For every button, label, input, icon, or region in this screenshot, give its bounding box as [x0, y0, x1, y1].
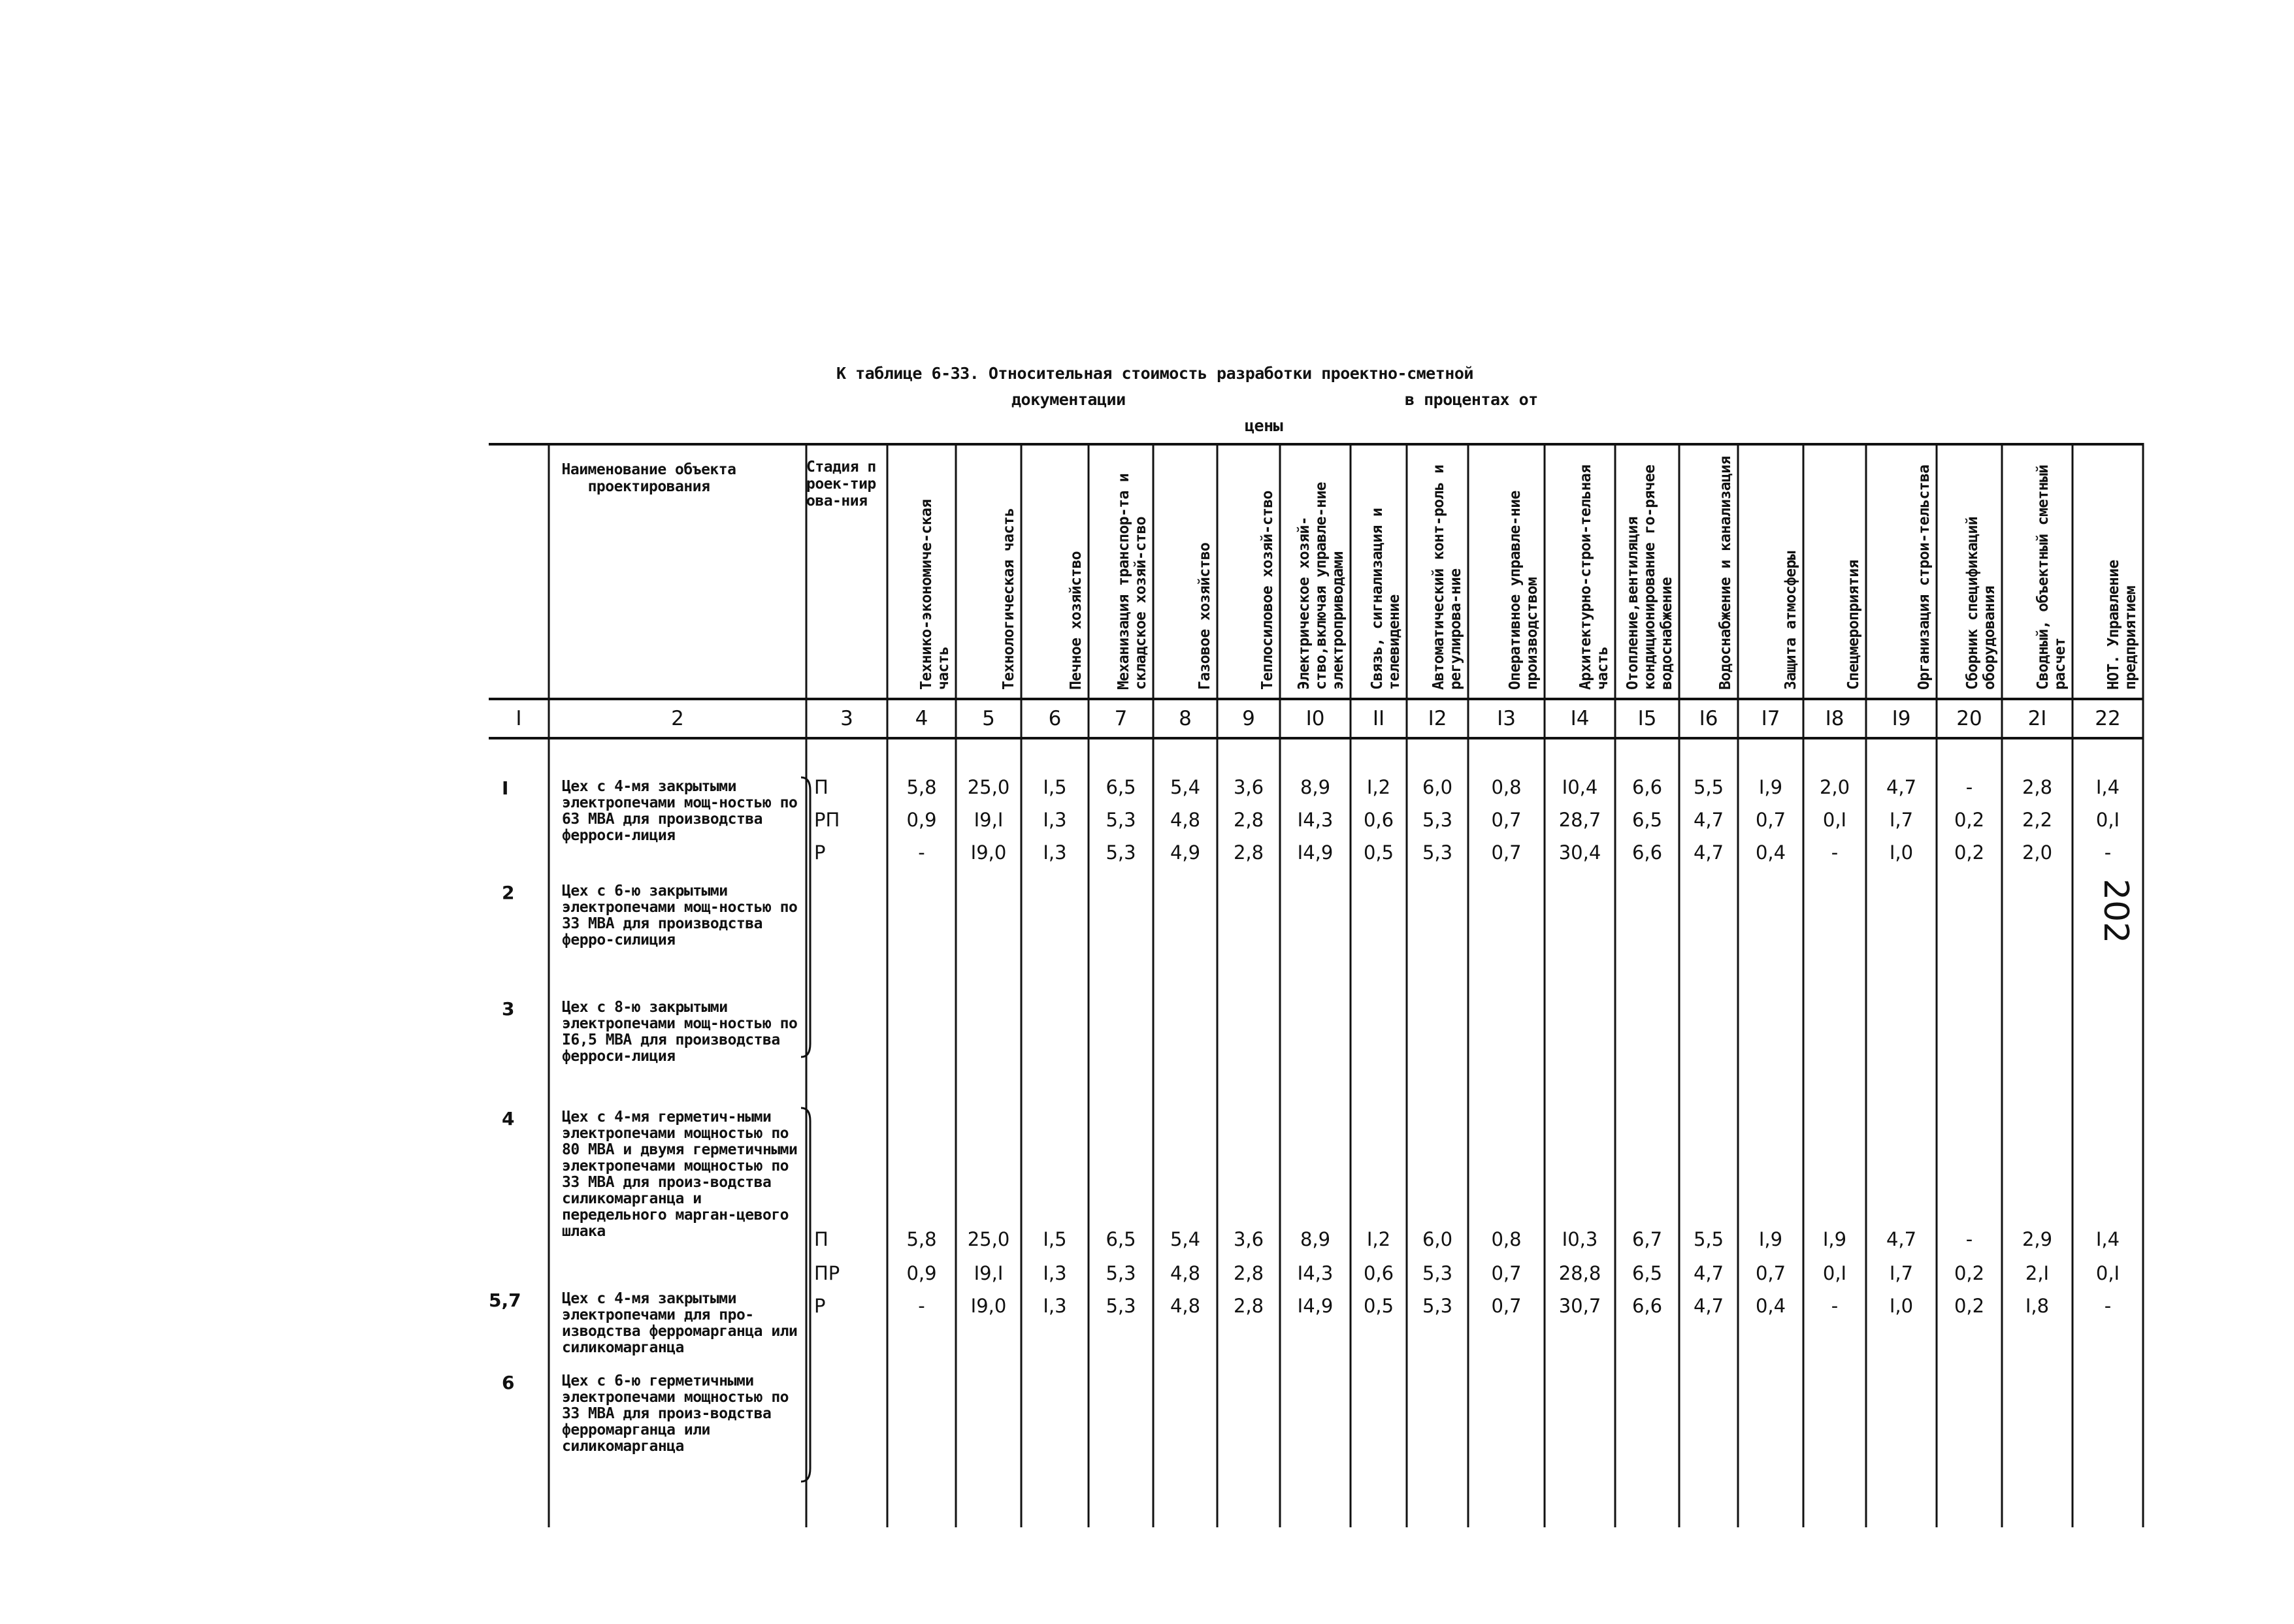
column-header: Электрическое хозяй-ство,включая управле-ние электроприводами	[1296, 482, 1347, 690]
table-title-line3: цены	[1245, 416, 1283, 435]
value-cell: 0,6	[1363, 809, 1394, 831]
value-cell: 8,9	[1300, 1228, 1331, 1250]
value-cell: I,9	[1822, 1228, 1847, 1250]
value-cell: 6,6	[1631, 1295, 1663, 1317]
object-name: Цех с 4-мя закрытыми электропечами для про-изводства ферромарганца или силикомарганца	[562, 1290, 798, 1356]
value-cell: 0,2	[1954, 841, 1985, 864]
value-cell: 5,3	[1422, 809, 1453, 831]
value-cell: 0,8	[1491, 1228, 1522, 1250]
value-cell: I4,9	[1297, 841, 1334, 864]
value-cell: 0,I	[2095, 1262, 2120, 1284]
table-title-line2b: в процентах от	[1405, 390, 1538, 409]
value-cell: 5,3	[1106, 809, 1136, 831]
design-stage: П	[814, 1228, 828, 1250]
value-cell: I,3	[1043, 1262, 1067, 1284]
value-cell: 6,0	[1422, 776, 1453, 798]
value-cell: 0,5	[1363, 841, 1394, 864]
value-cell: -	[1831, 841, 1839, 864]
value-cell: I,7	[1889, 809, 1914, 831]
value-cell: 5,5	[1693, 1228, 1724, 1250]
design-stage: РП	[814, 809, 840, 831]
row-number: 5,7	[489, 1290, 521, 1311]
value-cell: 6,5	[1631, 1262, 1663, 1284]
value-cell: I4,9	[1297, 1295, 1334, 1317]
value-cell: I4,3	[1297, 1262, 1334, 1284]
cost-table	[489, 443, 2143, 1527]
row-number: I	[502, 777, 509, 799]
value-cell: 8,9	[1300, 776, 1331, 798]
value-cell: 4,7	[1693, 841, 1724, 864]
value-cell: 0,I	[2095, 809, 2120, 831]
value-cell: 0,7	[1491, 841, 1522, 864]
column-number: 22	[2095, 707, 2121, 730]
value-cell: I,3	[1043, 841, 1067, 864]
value-cell: 5,8	[906, 776, 937, 798]
value-cell: I,9	[1758, 1228, 1783, 1250]
object-name: Цех с 6-ю закрытыми электропечами мощ-ностью по 33 МВА для производства ферро-силиция	[562, 883, 798, 949]
design-stage: ПР	[814, 1262, 840, 1284]
value-cell: 28,8	[1558, 1262, 1601, 1284]
column-number: I9	[1892, 707, 1911, 730]
column-number: 2	[671, 707, 684, 730]
value-cell: 30,7	[1558, 1295, 1601, 1317]
column-header: Технико-экономиче-ская часть	[918, 499, 952, 690]
value-cell: I,8	[2025, 1295, 2050, 1317]
value-cell: 0,8	[1491, 776, 1522, 798]
column-header: Газовое хозяйство	[1196, 542, 1213, 690]
value-cell: 2,I	[2025, 1262, 2050, 1284]
value-cell: 5,3	[1422, 1295, 1453, 1317]
value-cell: 5,8	[906, 1228, 937, 1250]
row-number: 6	[502, 1372, 515, 1393]
value-cell: 6,7	[1631, 1228, 1663, 1250]
design-stage: П	[814, 776, 828, 798]
value-cell: 2,8	[1233, 809, 1264, 831]
value-cell: -	[2104, 1295, 2112, 1317]
value-cell: 6,6	[1631, 776, 1663, 798]
column-number: I2	[1428, 707, 1447, 730]
value-cell: I0,4	[1562, 776, 1598, 798]
value-cell: 0,2	[1954, 1262, 1985, 1284]
value-cell: 3,6	[1233, 776, 1264, 798]
object-name: Цех с 6-ю герметичными электропечами мощностью по 33 МВА для произ-водства ферромарганца или силикомарганца	[562, 1372, 789, 1455]
column-number: I7	[1761, 707, 1780, 730]
column-number: I	[516, 707, 522, 730]
design-stage: Р	[814, 841, 826, 864]
column-header: НОТ. Управление предприятием	[2105, 560, 2139, 690]
column-number: I0	[1305, 707, 1325, 730]
value-cell: 0,2	[1954, 1295, 1985, 1317]
value-cell: 0,7	[1491, 1262, 1522, 1284]
value-cell: I,3	[1043, 809, 1067, 831]
row-number: 2	[502, 882, 515, 903]
value-cell: I,9	[1758, 776, 1783, 798]
column-number: 5	[982, 707, 995, 730]
value-cell: 0,7	[1491, 1295, 1522, 1317]
value-cell: 0,7	[1755, 809, 1786, 831]
value-cell: I,7	[1889, 1262, 1914, 1284]
value-cell: I0,3	[1562, 1228, 1598, 1250]
value-cell: 6,5	[1106, 1228, 1136, 1250]
value-cell: I,4	[2095, 776, 2120, 798]
column-number: 2I	[2027, 707, 2047, 730]
page-number: 202	[2096, 879, 2135, 944]
value-cell: 2,8	[1233, 841, 1264, 864]
value-cell: 5,3	[1422, 841, 1453, 864]
column-number: 9	[1242, 707, 1255, 730]
column-number: I6	[1699, 707, 1718, 730]
value-cell: 25,0	[967, 1228, 1010, 1250]
column-header: Технологическая часть	[1000, 508, 1017, 690]
value-cell: 2,9	[2022, 1228, 2053, 1250]
column-number: 20	[1956, 707, 1982, 730]
value-cell: 5,3	[1106, 1262, 1136, 1284]
value-cell: 4,8	[1170, 809, 1201, 831]
design-stage: Р	[814, 1295, 826, 1317]
value-cell: -	[2104, 841, 2112, 864]
object-name: Цех с 4-мя герметич-ными электропечами мощностью по 80 МВА и двумя герметичными электропечами мощностью по 33 МВА для произ-водства силикомарганца и передельного марган-цевого шлака	[562, 1109, 798, 1240]
column-header: Теплосиловое хозяй-ство	[1259, 491, 1276, 690]
value-cell: -	[1965, 776, 1973, 798]
column-number: I4	[1570, 707, 1590, 730]
column-number: 7	[1114, 707, 1128, 730]
value-cell: I4,3	[1297, 809, 1334, 831]
value-cell: I9,0	[970, 1295, 1007, 1317]
value-cell: 0,9	[906, 1262, 937, 1284]
value-cell: 5,3	[1106, 1295, 1136, 1317]
column-number: 4	[915, 707, 928, 730]
column-number: II	[1372, 707, 1385, 730]
column-header: Механизация транспор-та и складское хозяй-ство	[1115, 473, 1149, 690]
value-cell: 2,0	[2022, 841, 2053, 864]
column-number: 8	[1179, 707, 1192, 730]
value-cell: I,5	[1043, 776, 1067, 798]
value-cell: I9,I	[974, 809, 1004, 831]
header-name-column: Наименование объекта проектирования	[561, 461, 736, 495]
value-cell: 4,8	[1170, 1262, 1201, 1284]
column-header: Связь, сигнализация и телевидение	[1369, 508, 1403, 690]
value-cell: 3,6	[1233, 1228, 1264, 1250]
value-cell: 4,8	[1170, 1295, 1201, 1317]
column-header: Оперативное управле-ние производством	[1507, 491, 1541, 690]
value-cell: 0,I	[1822, 809, 1847, 831]
value-cell: I9,0	[970, 841, 1007, 864]
value-cell: 0,4	[1755, 1295, 1786, 1317]
column-number: I3	[1497, 707, 1516, 730]
value-cell: I,4	[2095, 1228, 2120, 1250]
column-header: Печное хозяйство	[1068, 551, 1085, 690]
value-cell: 6,5	[1106, 776, 1136, 798]
value-cell: 2,0	[1819, 776, 1850, 798]
value-cell: 28,7	[1558, 809, 1601, 831]
value-cell: I,0	[1889, 1295, 1914, 1317]
value-cell: 5,4	[1170, 1228, 1201, 1250]
value-cell: I9,I	[974, 1262, 1004, 1284]
value-cell: 2,8	[2022, 776, 2053, 798]
value-cell: 0,I	[1822, 1262, 1847, 1284]
value-cell: 0,6	[1363, 1262, 1394, 1284]
value-cell: 0,4	[1755, 841, 1786, 864]
column-header: Отопление,вентиляция кондиционирование го-рячее водоснабжение	[1624, 464, 1675, 690]
value-cell: 4,7	[1693, 1295, 1724, 1317]
value-cell: 0,7	[1755, 1262, 1786, 1284]
column-header: Защита атмосферы	[1782, 551, 1799, 690]
column-number: 3	[840, 707, 853, 730]
value-cell: 30,4	[1558, 841, 1601, 864]
column-number: 6	[1048, 707, 1062, 730]
value-cell: 5,3	[1106, 841, 1136, 864]
value-cell: 4,7	[1693, 1262, 1724, 1284]
value-cell: I,0	[1889, 841, 1914, 864]
column-number: I8	[1825, 707, 1844, 730]
value-cell: 4,7	[1886, 776, 1917, 798]
value-cell: 25,0	[967, 776, 1010, 798]
value-cell: -	[918, 1295, 925, 1317]
column-number: I5	[1637, 707, 1657, 730]
column-header: Водоснабжение и канализация	[1717, 456, 1734, 690]
value-cell: 0,9	[906, 809, 937, 831]
row-number: 3	[502, 998, 515, 1020]
value-cell: 4,7	[1693, 809, 1724, 831]
row-number: 4	[502, 1108, 515, 1129]
object-name: Цех с 8-ю закрытыми электропечами мощ-ностью по I6,5 МВА для производства ферроси-лиция	[562, 999, 798, 1065]
table-title-line1: К таблице 6-33. Относительная стоимость разработки проектно-сметной	[836, 364, 1473, 383]
column-header: Организация строи-тельства	[1916, 464, 1933, 690]
value-cell: 0,5	[1363, 1295, 1394, 1317]
value-cell: I,5	[1043, 1228, 1067, 1250]
value-cell: 4,9	[1170, 841, 1201, 864]
value-cell: 0,7	[1491, 809, 1522, 831]
value-cell: 6,5	[1631, 809, 1663, 831]
value-cell: 4,7	[1886, 1228, 1917, 1250]
value-cell: -	[1965, 1228, 1973, 1250]
value-cell: 6,0	[1422, 1228, 1453, 1250]
value-cell: 2,8	[1233, 1295, 1264, 1317]
header-stage-column: Стадия проек-тирова-ния	[806, 459, 876, 510]
column-header: Спецмероприятия	[1845, 560, 1862, 690]
value-cell: -	[1831, 1295, 1839, 1317]
object-name: Цех с 4-мя закрытыми электропечами мощ-ностью по 63 МВА для производства ферроси-лиция	[562, 778, 798, 844]
value-cell: 2,2	[2022, 809, 2053, 831]
value-cell: -	[918, 841, 925, 864]
table-title-line2a: документации	[1011, 390, 1126, 409]
column-header: Сводный, объектный сметный расчет	[2035, 464, 2069, 690]
column-header: Автоматический конт-роль и регулирова-ние	[1430, 464, 1464, 690]
value-cell: I,2	[1366, 1228, 1391, 1250]
value-cell: 6,6	[1631, 841, 1663, 864]
column-header: Архитектурно-строи-тельная часть	[1577, 464, 1611, 690]
value-cell: 5,4	[1170, 776, 1201, 798]
column-header: Сборник спецификаций оборудования	[1964, 517, 1998, 690]
value-cell: 5,5	[1693, 776, 1724, 798]
value-cell: 0,2	[1954, 809, 1985, 831]
value-cell: I,2	[1366, 776, 1391, 798]
value-cell: I,3	[1043, 1295, 1067, 1317]
value-cell: 2,8	[1233, 1262, 1264, 1284]
value-cell: 5,3	[1422, 1262, 1453, 1284]
